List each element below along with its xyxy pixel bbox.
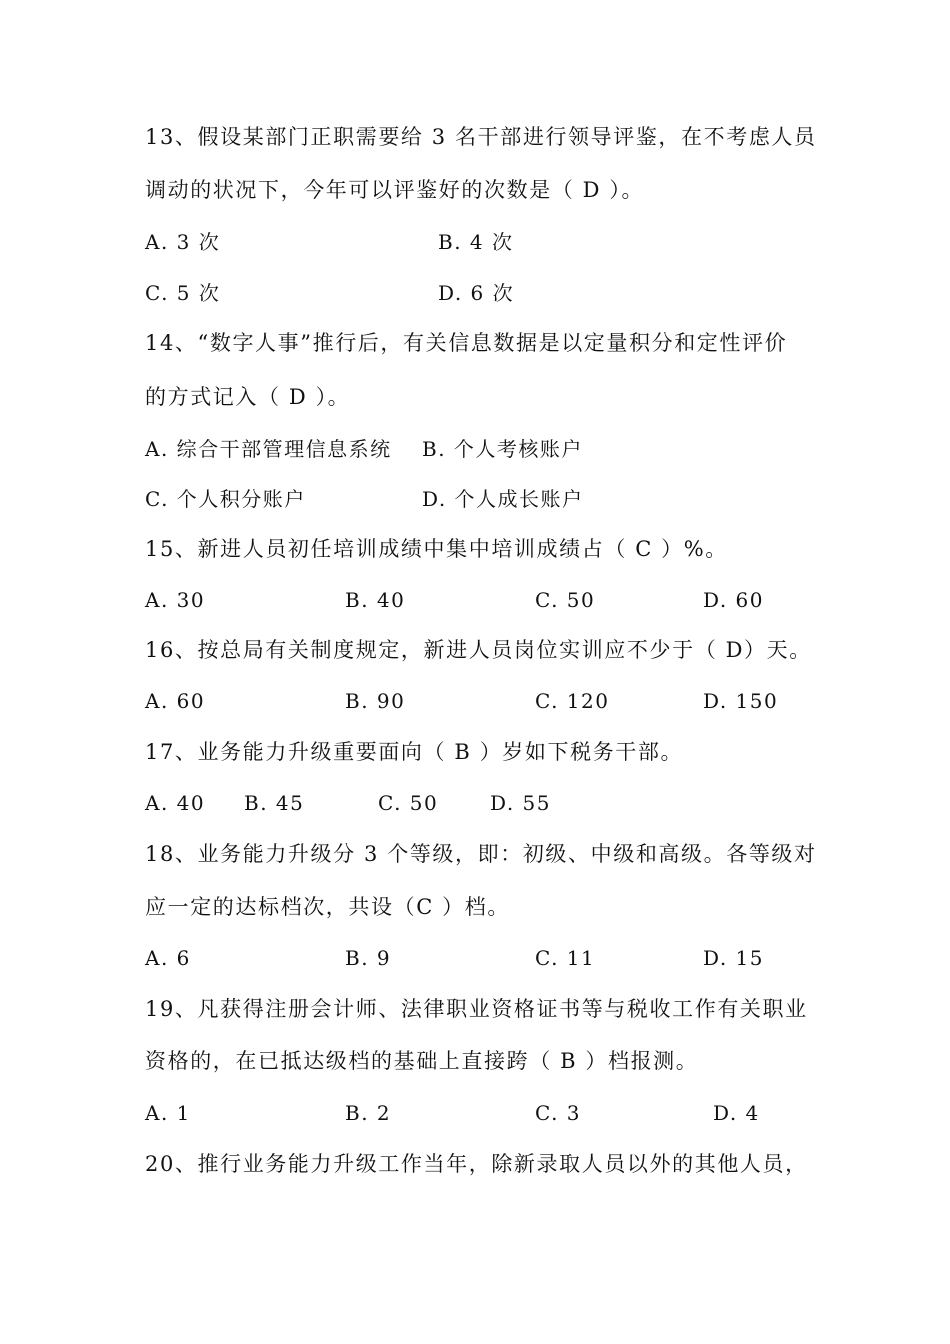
question-19-option-c: C. 3 [535,1101,582,1125]
question-13-text-line-2: 调动的状况下，今年可以评鉴好的次数是（ D ）。 [145,178,645,202]
question-14-text-line-2: 的方式记入（ D ）。 [145,385,351,409]
question-19-option-b: B. 2 [345,1101,392,1125]
question-16-option-c: C. 120 [535,689,610,713]
question-14-option-b: B. 个人考核账户 [422,437,583,461]
question-18-option-a: A. 6 [145,946,191,970]
question-13-option-b: B. 4 次 [438,230,514,254]
question-14-option-c: C. 个人积分账户 [145,487,306,511]
question-15-option-b: B. 40 [345,588,406,612]
question-13-option-d: D. 6 次 [438,281,515,305]
question-13-option-a: A. 3 次 [145,230,221,254]
question-14-option-d: D. 个人成长账户 [422,487,584,511]
question-18-text-line-1: 18、业务能力升级分 3 个等级，即：初级、中级和高级。各等级对 [145,842,817,866]
question-20-text-line-1: 20、推行业务能力升级工作当年，除新录取人员以外的其他人员， [145,1152,808,1176]
question-16-option-b: B. 90 [345,689,406,713]
question-14-text-line-1: 14、“数字人事”推行后，有关信息数据是以定量积分和定性评价 [145,331,788,355]
question-17-text-line-1: 17、业务能力升级重要面向（ B ）岁如下税务干部。 [145,740,684,764]
question-15-option-a: A. 30 [145,588,206,612]
question-16-text-line-1: 16、按总局有关制度规定，新进人员岗位实训应不少于（ D）天。 [145,638,812,662]
question-18-option-b: B. 9 [345,946,392,970]
question-18-option-c: C. 11 [535,946,596,970]
question-17-option-b: B. 45 [244,791,305,815]
question-16-option-d: D. 150 [703,689,779,713]
question-13-text-line-1: 13、假设某部门正职需要给 3 名干部进行领导评鉴，在不考虑人员 [145,125,817,149]
question-17-option-a: A. 40 [145,791,206,815]
question-18-text-line-2: 应一定的达标档次，共设（C ）档。 [145,895,510,919]
question-18-option-d: D. 15 [703,946,764,970]
question-17-option-d: D. 55 [490,791,551,815]
question-15-option-d: D. 60 [703,588,764,612]
question-19-option-a: A. 1 [145,1101,191,1125]
question-19-text-line-2: 资格的，在已抵达级档的基础上直接跨（ B ）档报测。 [145,1049,699,1073]
question-19-option-d: D. 4 [713,1101,760,1125]
question-19-text-line-1: 19、凡获得注册会计师、法律职业资格证书等与税收工作有关职业 [145,997,808,1021]
question-16-option-a: A. 60 [145,689,206,713]
question-17-option-c: C. 50 [378,791,439,815]
question-15-option-c: C. 50 [535,588,596,612]
question-15-text-line-1: 15、新进人员初任培训成绩中集中培训成绩占（ C ）%。 [145,537,728,561]
question-13-option-c: C. 5 次 [145,281,221,305]
question-14-option-a: A. 综合干部管理信息系统 [145,437,392,461]
